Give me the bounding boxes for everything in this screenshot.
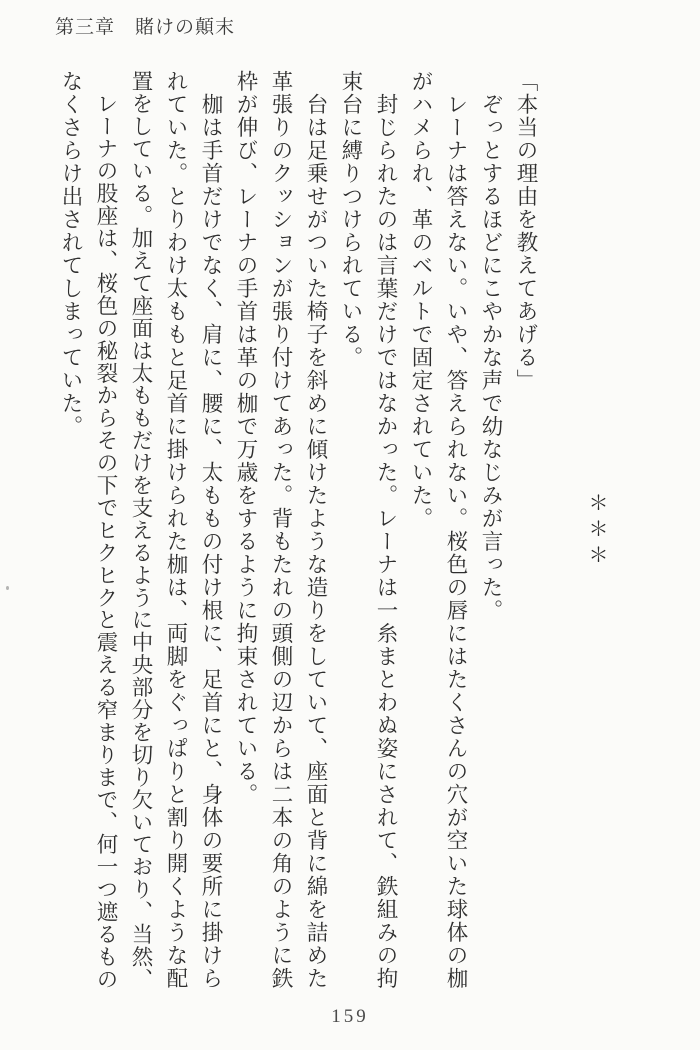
chapter-running-head: 第三章 賭けの顛末 [55,17,236,38]
blank-column [543,70,578,992]
text-column: 封じられたのは言葉だけではなかった。レーナは一糸まとわぬ姿にされて、鉄組みの拘 [374,70,398,990]
page-number: 159 [331,1006,369,1027]
text-column: レーナの股座は、桜色の秘裂からその下でヒクヒクと震える窄まりまで、何一つ遮るもの [94,70,118,991]
scan-artifact-dot [6,586,9,590]
vertical-text-block [53,70,613,992]
text-column: 枷は手首だけでなく、肩に、腰に、太ももの付け根に、足首にと、身体の要所に掛けら [199,70,223,990]
text-column: 革張りのクッションが張り付けてあった。背もたれの頭側の辺からは二本の角のように鉄 [269,70,293,990]
text-column: 置をしている。加えて座面は太ももだけを支えるように中央部分を切り欠いており、当然、 [129,70,153,991]
text-column: がハメられ、革のベルトで固定されていた。 [409,70,433,530]
text-column: 台は足乗せがついた椅子を斜めに傾けたような造りをしていて、座面と背に綿を詰めた [304,70,328,990]
text-column-dialogue: 「本当の理由を教えてあげる」 [514,70,538,392]
scene-separator: ＊＊＊ [585,492,607,570]
text-column: レーナは答えない。いや、答えられない。桜色の唇にはたくさんの穴が空いた球体の枷 [444,70,468,990]
text-column: れていた。とりわけ太ももと足首に掛けられた枷は、両脚をぐっぱりと割り開くような配 [164,70,188,990]
text-column: 束台に縛りつけられている。 [339,70,363,369]
text-column: ぞっとするほどにこやかな声で幼なじみが言った。 [479,70,503,622]
text-column: 枠が伸び、レーナの手首は革の枷で万歳をするように拘束されている。 [234,70,258,806]
text-column: なくさらけ出されてしまっていた。 [59,70,83,438]
